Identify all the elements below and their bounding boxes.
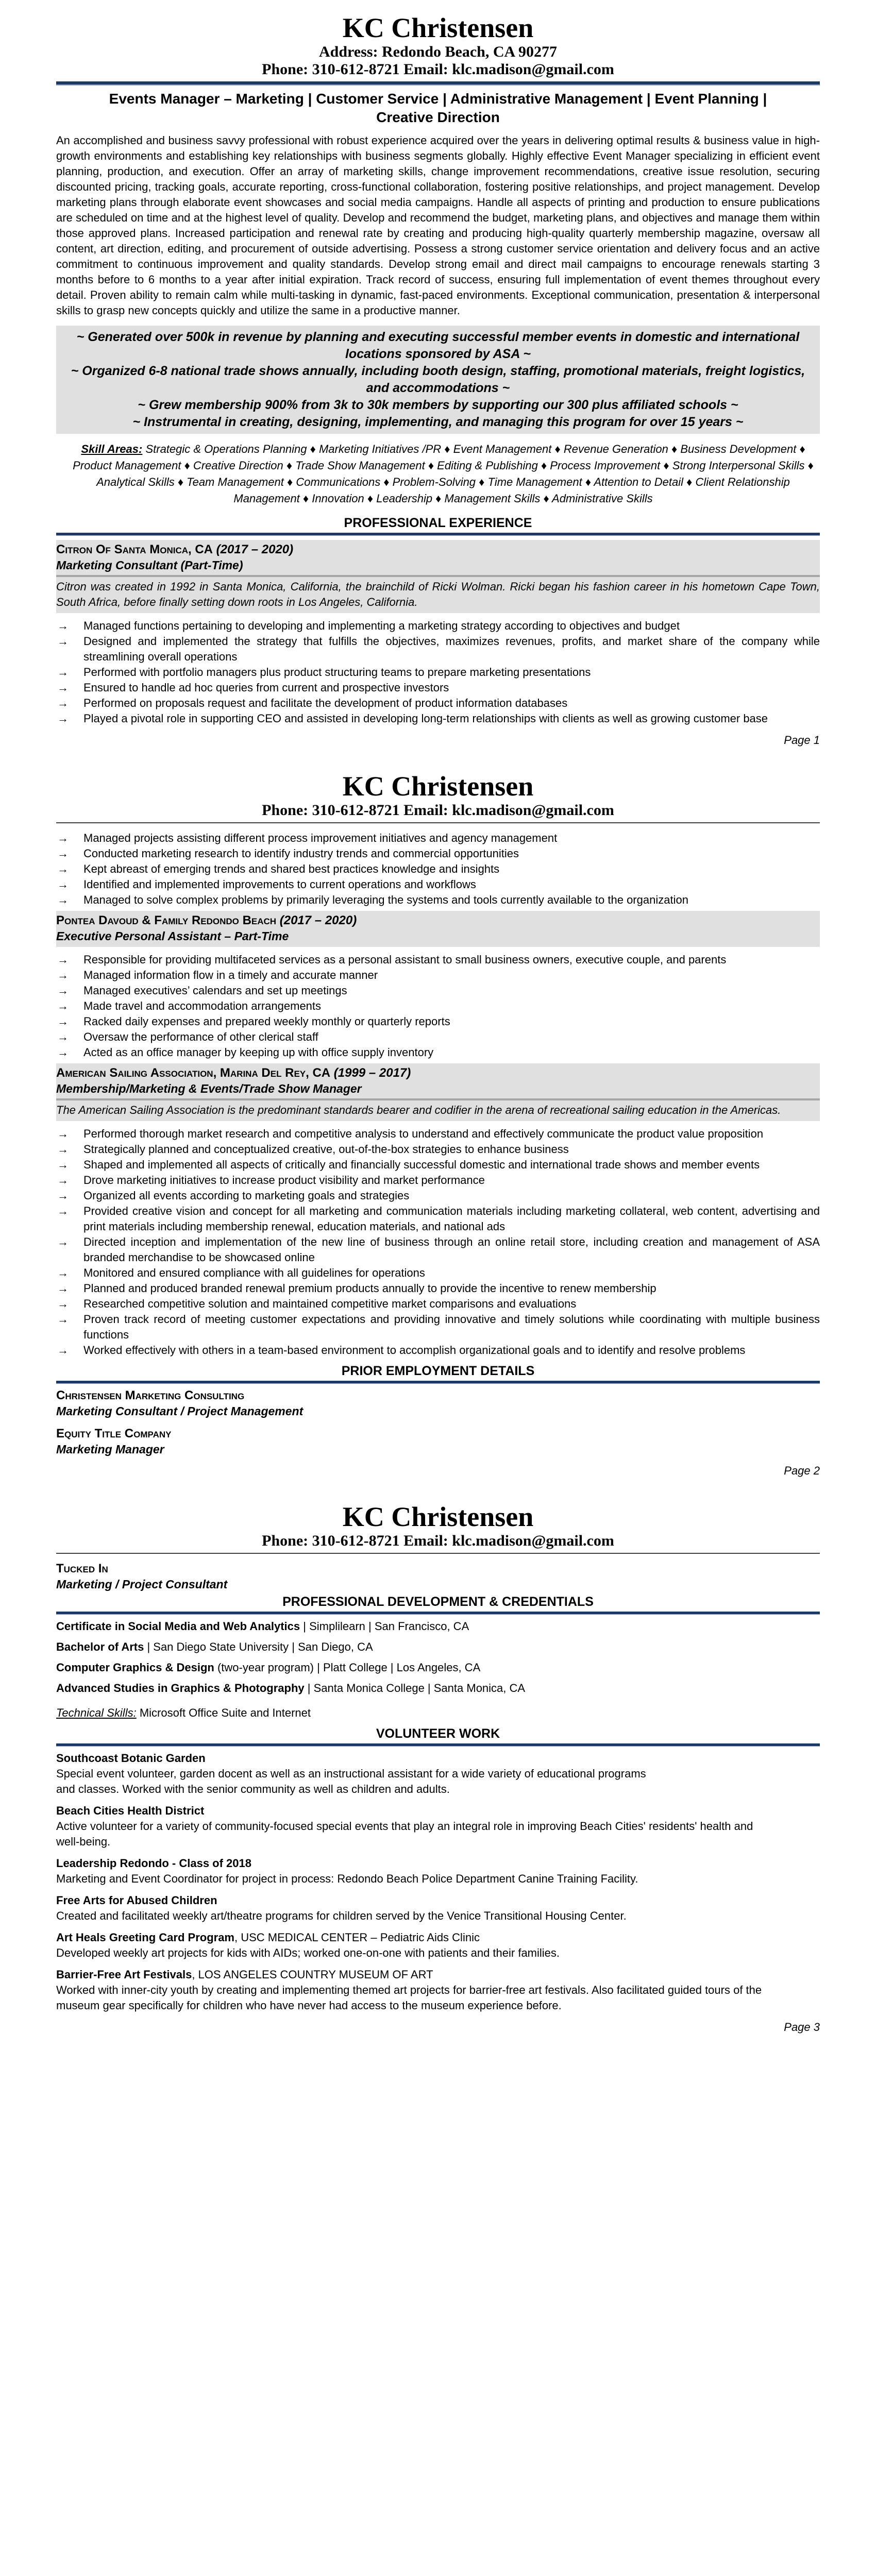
job-bullets-citron-continued — [56, 831, 820, 908]
arrow-bullet-icon: → — [57, 666, 69, 679]
highlight: ~ Instrumental in creating, designing, implementing, and managing this program for over 15 years ~ — [132, 415, 744, 429]
prior-title: Marketing / Project Consultant — [56, 1578, 228, 1591]
volunteer-description: Created and facilitated weekly art/theatre programs for children served by the Venice Transitional Housing Center. — [56, 1909, 627, 1922]
bullet-item — [56, 952, 820, 968]
bullet-text: Shaped and implemented all aspects of critically and financially successful domestic and international trade shows and member events — [83, 1158, 760, 1171]
contact-line: Phone: 310-612-8721 Email: klc.madison@gmail.com — [262, 802, 614, 819]
job-dates: (2017 – 2020) — [213, 543, 294, 556]
job-header-citron — [56, 540, 820, 613]
credential-detail: | San Diego State University | San Diego, CA — [144, 1640, 373, 1653]
bullet-text: Proven track record of meeting customer expectations and providing innovative and timely solutions while coordinating with multiple business functions — [83, 1313, 820, 1341]
bullet-text: Conducted marketing research to identify industry trends and commercial opportunities — [83, 847, 519, 860]
bullet-item — [56, 665, 820, 680]
job-description: The American Sailing Association is the predominant standards bearer and codifier in the arena of recreational sailing education in the Americas. — [56, 1104, 781, 1116]
credential-item — [56, 1660, 820, 1675]
bullet-text: Made travel and accommodation arrangements — [83, 999, 322, 1012]
arrow-bullet-icon: → — [57, 681, 69, 694]
bullet-text: Researched competitive solution and maintained competitive market comparisons and evaluations — [83, 1297, 577, 1310]
section-heading-prior: PRIOR EMPLOYMENT DETAILS — [341, 1364, 535, 1378]
candidate-name: KC Christensen — [342, 1501, 534, 1532]
arrow-bullet-icon: → — [57, 893, 69, 906]
arrow-bullet-icon: → — [57, 1143, 69, 1156]
volunteer-org — [56, 1751, 820, 1766]
bullet-item — [56, 1234, 820, 1265]
volunteer-description: Active volunteer for a variety of community-focused special events that play an integral role in improving Beach Cities' residents' health and well-being. — [56, 1820, 753, 1848]
section-divider — [56, 1381, 820, 1384]
prior-company: Equity Title Company — [56, 1427, 172, 1440]
bullet-item — [56, 1204, 820, 1234]
volunteer-org — [56, 1930, 820, 1945]
bullet-text: Managed information flow in a timely and accurate manner — [83, 969, 378, 981]
bullet-item — [56, 1343, 820, 1358]
contact-line: Phone: 310-612-8721 Email: klc.madison@gmail.com — [262, 1532, 614, 1549]
arrow-bullet-icon: → — [57, 847, 69, 860]
arrow-bullet-icon: → — [57, 1015, 69, 1028]
bullet-item — [56, 1312, 820, 1343]
bullet-text: Managed projects assisting different process improvement initiatives and agency management — [83, 832, 558, 844]
bullet-text: Ensured to handle ad hoc queries from current and prospective investors — [83, 681, 449, 694]
arrow-bullet-icon: → — [57, 619, 69, 632]
job-bullets-asa — [56, 1126, 820, 1358]
bullet-item — [56, 1014, 820, 1029]
job-description: Citron was created in 1992 in Santa Monica, California, the brainchild of Ricki Wolman. Ricki began his fashion career in his hometown Cape Town, South Africa, before finally setting down roots in Los Angeles, California. — [56, 580, 820, 608]
volunteer-org — [56, 1967, 820, 1982]
volunteer-org-name: Southcoast Botanic Garden — [56, 1752, 206, 1765]
arrow-bullet-icon: → — [57, 832, 69, 844]
candidate-name: KC Christensen — [342, 12, 534, 43]
arrow-bullet-icon: → — [57, 953, 69, 966]
bullet-item — [56, 1281, 820, 1296]
volunteer-description: Worked with inner-city youth by creating and implementing themed art projects for barrier-free art festivals. Also facilitated guided tours of the museum gear specifically for children who have never had access to the museum experience before. — [56, 1984, 762, 2012]
section-divider — [56, 1743, 820, 1747]
bullet-item — [56, 1265, 820, 1281]
bullet-text: Identified and implemented improvements to current operations and workflows — [83, 878, 476, 891]
job-bullets-pontea — [56, 952, 820, 1060]
bullet-item — [56, 846, 820, 861]
prior-title: Marketing Consultant / Project Management — [56, 1404, 304, 1418]
volunteer-org — [56, 1803, 820, 1819]
company-name: American Sailing Association, Marina Del Rey, CA — [56, 1066, 331, 1080]
bullet-item — [56, 618, 820, 634]
bullet-text: Kept abreast of emerging trends and shared best practices knowledge and insights — [83, 862, 500, 875]
bullet-item — [56, 1157, 820, 1173]
bullet-item — [56, 892, 820, 908]
technical-skills-value: Microsoft Office Suite and Internet — [136, 1706, 311, 1719]
bullet-text: Planned and produced branded renewal premium products annually to provide the incentive to renew membership — [83, 1282, 656, 1295]
bullet-item — [56, 1126, 820, 1142]
bullet-item — [56, 1296, 820, 1312]
bullet-item — [56, 1173, 820, 1188]
arrow-bullet-icon: → — [57, 1235, 69, 1248]
arrow-bullet-icon: → — [57, 984, 69, 997]
page-number: Page 2 — [784, 1464, 820, 1477]
arrow-bullet-icon: → — [57, 878, 69, 891]
contact-line: Phone: 310-612-8721 Email: klc.madison@gmail.com — [262, 61, 614, 78]
arrow-bullet-icon: → — [57, 1127, 69, 1140]
volunteer-org-name: Leadership Redondo - Class of 2018 — [56, 1857, 251, 1870]
credential-name: Computer Graphics & Design — [56, 1661, 214, 1674]
bullet-text: Oversaw the performance of other clerical staff — [83, 1030, 318, 1043]
credential-name: Certificate in Social Media and Web Analytics — [56, 1620, 300, 1633]
credential-item — [56, 1681, 820, 1696]
bullet-text: Performed on proposals request and facilitate the development of product information databases — [83, 697, 568, 709]
volunteer-org — [56, 1856, 820, 1871]
candidate-name: KC Christensen — [342, 771, 534, 802]
highlight: ~ Grew membership 900% from 3k to 30k members by supporting our 300 plus affiliated schools ~ — [138, 398, 738, 412]
prior-company: Christensen Marketing Consulting — [56, 1388, 245, 1402]
job-title: Executive Personal Assistant – Part-Time — [56, 929, 289, 943]
job-divider — [56, 575, 820, 577]
arrow-bullet-icon: → — [57, 1266, 69, 1279]
skill-areas-list: Strategic & Operations Planning ♦ Marketing Initiatives /PR ♦ Event Management ♦ Revenue Generation ♦ Business Development ♦ Product Management ♦ Creative Direction ♦ Trade Show Management ♦ Editing & Publishing ♦ Process Improvement ♦ Strong Interpersonal Skills ♦ Analytical Skills ♦ Team Management ♦ Communications ♦ Problem-Solving ♦ Time Management ♦ Attention to Detail ♦ Client Relationship Management ♦ Innovation ♦ Leadership ♦ Management Skills ♦ Administrative Skills — [73, 443, 814, 505]
section-heading-credentials: PROFESSIONAL DEVELOPMENT & CREDENTIALS — [282, 1595, 594, 1609]
job-bullets-citron — [56, 618, 820, 726]
job-company — [56, 542, 820, 557]
arrow-bullet-icon: → — [57, 1174, 69, 1187]
bullet-text: Drove marketing initiatives to increase product visibility and market performance — [83, 1174, 485, 1187]
volunteer-affiliation: , LOS ANGELES COUNTRY MUSEUM OF ART — [192, 1968, 433, 1981]
job-header-asa — [56, 1063, 820, 1121]
credential-name: Bachelor of Arts — [56, 1640, 144, 1653]
bullet-text: Acted as an office manager by keeping up with office supply inventory — [83, 1046, 434, 1059]
credential-detail: | Santa Monica College | Santa Monica, CA — [304, 1682, 526, 1694]
volunteer-org-name: Art Heals Greeting Card Program — [56, 1931, 234, 1944]
section-divider — [56, 533, 820, 536]
arrow-bullet-icon: → — [57, 1344, 69, 1357]
bullet-item — [56, 983, 820, 998]
credential-item — [56, 1619, 820, 1634]
company-name: Citron Of Santa Monica, CA — [56, 543, 213, 556]
arrow-bullet-icon: → — [57, 1313, 69, 1326]
bullet-item — [56, 634, 820, 665]
job-divider — [56, 1098, 820, 1100]
volunteer-affiliation: , USC MEDICAL CENTER – Pediatric Aids Clinic — [234, 1931, 480, 1944]
company-name: Pontea Davoud & Family Redondo Beach — [56, 913, 277, 927]
job-dates: (2017 – 2020) — [276, 913, 357, 927]
summary-paragraph: An accomplished and business savvy professional with robust experience acquired over the years in delivering optimal results & business value in high-growth environments and establishing key relationships with business segments globally. Highly effective Event Manager specializing in efficient event planning, production, and execution. Offer an array of marketing skills, change improvement recommendations, creative issue resolution, securing discounted pricing, tracking goals, accurate reporting, cross-functional collaboration, fostering positive relationships, and project management. Develop marketing plans through elaborate event showcases and social media campaigns. Handle all aspects of printing and production to ensure publications are scheduled on time and at the highest level of quality. Develop and recommend the budget, marketing plans, and objectives and manage them within those approved plans. Increased participation and renewal rate by creating and producing high-quality quarterly membership magazine, oversaw all content, art direction, editing, and procurement of outside advertising. Possess a strong customer service orientation and delivery focus and an active commitment to continuous improvement and quality standards. Develop strong email and direct mail campaigns to encourage renewals starting 3 months before to 6 months to a year after initial expiration. Track record of success, ensuring full implementation of event themes throughout every detail. Proven ability to remain calm while multi-tasking in dynamic, fast-paced environments. Exceptional communication, presentation & interpersonal skills to grasp new concepts quickly and utilize the same in a productive manner. — [56, 134, 820, 317]
bullet-item — [56, 831, 820, 846]
bullet-text: Provided creative vision and concept for all marketing and communication materials including marketing collateral, web content, advertising and print materials including membership renewal, education materials, and national ads — [83, 1205, 820, 1233]
job-title: Marketing Consultant (Part-Time) — [56, 558, 243, 572]
arrow-bullet-icon: → — [57, 862, 69, 875]
arrow-bullet-icon: → — [57, 697, 69, 709]
bullet-item — [56, 1045, 820, 1060]
bullet-text: Designed and implemented the strategy that fulfills the objectives, maximizes revenues, profits, and market share of the company while streamlining overall operations — [83, 635, 820, 663]
bullet-item — [56, 877, 820, 892]
credential-name: Advanced Studies in Graphics & Photography — [56, 1682, 305, 1694]
arrow-bullet-icon: → — [57, 1297, 69, 1310]
prior-company: Tucked In — [56, 1562, 108, 1575]
page-number: Page 1 — [784, 734, 820, 747]
highlight: ~ Generated over 500k in revenue by planning and executing successful member events in domestic and international locations sponsored by ASA ~ — [76, 330, 800, 361]
bullet-text: Organized all events according to marketing goals and strategies — [83, 1189, 410, 1202]
header-divider — [56, 81, 820, 86]
job-dates: (1999 – 2017) — [330, 1066, 411, 1080]
job-company — [56, 913, 820, 928]
arrow-bullet-icon: → — [57, 712, 69, 725]
bullet-item — [56, 998, 820, 1014]
volunteer-description: Developed weekly art projects for kids with AIDs; worked one-on-one with patients and their families. — [56, 1946, 560, 1959]
credential-detail: | Simplilearn | San Francisco, CA — [300, 1620, 469, 1633]
technical-skills-label: Technical Skills: — [56, 1706, 137, 1719]
bullet-item — [56, 968, 820, 983]
volunteer-org-name: Beach Cities Health District — [56, 1804, 205, 1817]
volunteer-org — [56, 1893, 820, 1908]
bullet-item — [56, 861, 820, 877]
arrow-bullet-icon: → — [57, 999, 69, 1012]
technical-skills — [56, 1705, 820, 1721]
address: Address: Redondo Beach, CA 90277 — [319, 43, 557, 60]
bullet-item — [56, 696, 820, 711]
volunteer-org-name: Free Arts for Abused Children — [56, 1894, 217, 1907]
job-header-pontea — [56, 911, 820, 947]
arrow-bullet-icon: → — [57, 1205, 69, 1217]
page-3 — [56, 1501, 820, 2039]
arrow-bullet-icon: → — [57, 1046, 69, 1059]
bullet-text: Performed with portfolio managers plus product structuring teams to prepare marketing presentations — [83, 666, 591, 679]
bullet-item — [56, 711, 820, 726]
volunteer-org-name: Barrier-Free Art Festivals — [56, 1968, 192, 1981]
page-number: Page 3 — [784, 2021, 820, 2033]
section-heading-volunteer: VOLUNTEER WORK — [376, 1726, 500, 1741]
arrow-bullet-icon: → — [57, 635, 69, 648]
headline: Events Manager – Marketing | Customer Service | Administrative Management | Event Planning | Creative Direction — [109, 91, 767, 125]
bullet-text: Directed inception and implementation of the new line of business through an online retail store, including creation and management of ASA branded merchandise to be showcased online — [83, 1235, 820, 1264]
bullet-text: Strategically planned and conceptualized creative, out-of-the-box strategies to enhance business — [83, 1143, 569, 1156]
volunteer-description: Special event volunteer, garden docent as well as an instructional assistant for a wide variety of educational programs and classes. Worked with the senior community as well as children and adults. — [56, 1767, 646, 1795]
page-1 — [56, 0, 820, 752]
bullet-item — [56, 680, 820, 696]
arrow-bullet-icon: → — [57, 969, 69, 981]
bullet-text: Managed functions pertaining to developing and implementing a marketing strategy according to objectives and budget — [83, 619, 680, 632]
bullet-text: Responsible for providing multifaceted services as a personal assistant to small business owners, executive couple, and parents — [83, 953, 727, 966]
skill-areas — [56, 441, 820, 507]
prior-title: Marketing Manager — [56, 1443, 164, 1456]
bullet-item — [56, 1188, 820, 1204]
arrow-bullet-icon: → — [57, 1158, 69, 1171]
bullet-item — [56, 1029, 820, 1045]
bullet-text: Performed thorough market research and competitive analysis to understand and effectively communicate the product value proposition — [83, 1127, 764, 1140]
page-2 — [56, 771, 820, 1483]
bullet-item — [56, 1142, 820, 1157]
bullet-text: Worked effectively with others in a team-based environment to accomplish organizational goals and to identify and resolve problems — [83, 1344, 746, 1357]
bullet-text: Racked daily expenses and prepared weekly monthly or quarterly reports — [83, 1015, 450, 1028]
bullet-text: Played a pivotal role in supporting CEO and assisted in developing long-term relationships with clients as well as growing customer base — [83, 712, 768, 725]
highlights-box — [56, 326, 820, 434]
header-divider — [56, 822, 820, 823]
bullet-text: Managed to solve complex problems by primarily leveraging the systems and tools currently available to the organization — [83, 893, 688, 906]
arrow-bullet-icon: → — [57, 1030, 69, 1043]
bullet-text: Monitored and ensured compliance with all guidelines for operations — [83, 1266, 425, 1279]
header-divider — [56, 1553, 820, 1554]
job-company — [56, 1065, 820, 1081]
volunteer-description: Marketing and Event Coordinator for project in process: Redondo Beach Police Department Canine Training Facility. — [56, 1872, 638, 1885]
highlight: ~ Organized 6-8 national trade shows annually, including booth design, staffing, promotional materials, freight logistics, and accommodations ~ — [71, 364, 805, 395]
credential-item — [56, 1639, 820, 1655]
section-divider — [56, 1612, 820, 1615]
job-title: Membership/Marketing & Events/Trade Show Manager — [56, 1082, 362, 1095]
arrow-bullet-icon: → — [57, 1189, 69, 1202]
skill-areas-label: Skill Areas: — [81, 443, 143, 455]
bullet-text: Managed executives’ calendars and set up meetings — [83, 984, 347, 997]
section-heading-experience: PROFESSIONAL EXPERIENCE — [344, 516, 532, 530]
credential-detail: (two-year program) | Platt College | Los Angeles, CA — [214, 1661, 481, 1674]
arrow-bullet-icon: → — [57, 1282, 69, 1295]
